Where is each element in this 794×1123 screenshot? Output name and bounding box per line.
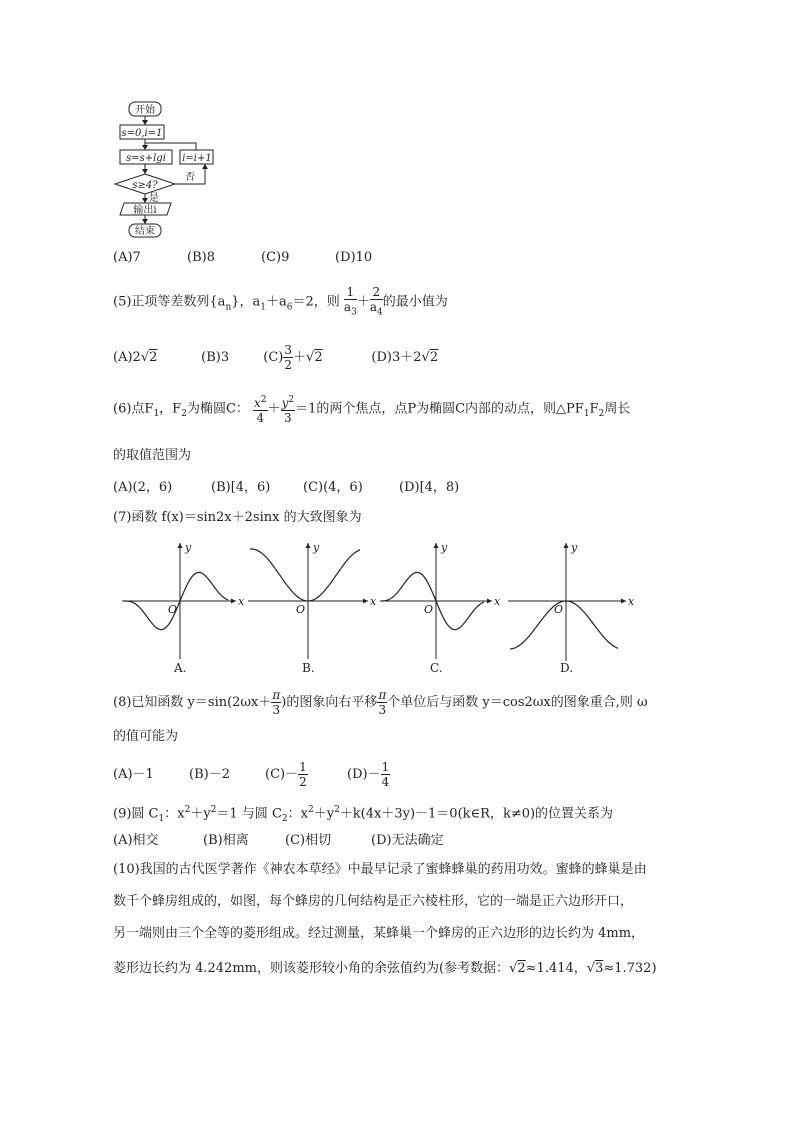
flow-cond-text: s≥4?: [132, 180, 158, 191]
q8-pi-over-3-b: $\frac{\pi}{3}$: [378, 688, 387, 717]
graph-d-y-arrow: [564, 543, 569, 548]
flow-output-text: 输出i: [133, 205, 157, 216]
graph-d-curve: [510, 601, 618, 649]
q10-line1: (10)我国的古代医学著作《神农本草经》中最早记录了蜜蜂蜂巢的药用功效。蜜蜂的蜂巢是由: [113, 862, 647, 877]
graph-d-y-label: y: [571, 541, 578, 554]
q4-option-d: (D)10: [335, 250, 373, 265]
q10-line4: 菱形边长约为 4.242mm，则该菱形较小角的余弦值约为(参考数据：√2≈1.414，√3≈1.732): [113, 961, 657, 976]
q5-option-b: (B)3: [201, 350, 230, 365]
q5-options: [113, 343, 438, 372]
q4-option-c: (C)9: [261, 250, 290, 265]
q9-option-d: (D)无法确定: [371, 833, 444, 848]
graph-c-y-label: y: [441, 541, 448, 554]
graph-b-y-label: y: [313, 541, 320, 554]
q6-stem: (6)点$F_1$，$F_2$为椭圆C： $\frac{x^2}{4}$ ＋ $\frac{y^2}{3}$ ＝1的两个焦点，点P为椭圆C内部的动点，则$\triangle PF_1F_2$周长: [113, 395, 631, 425]
graph-b-label: B.: [302, 661, 315, 675]
graph-a-label: A.: [174, 661, 187, 675]
q9-option-a: (A)相交: [113, 833, 159, 848]
q8-option-d: (D)－ $\frac{1}{4}$: [347, 760, 390, 789]
flow-end-text: 结束: [135, 226, 155, 237]
flow-start-text: 开始: [135, 105, 155, 116]
q5-option-c: (C) $\frac{3}{2}$ ＋√2: [263, 343, 323, 372]
q6-fraction-y: $\frac{y^2}{3}$: [281, 395, 295, 425]
q10-line2: 数千个蜂房组成的，如图，每个蜂房的几何结构是正六棱柱形，它的一端是正六边形开口，: [113, 894, 634, 909]
q6-fraction-x: $\frac{x^2}{4}$: [254, 395, 267, 425]
q4-options: [113, 250, 372, 266]
flowchart: [108, 98, 228, 240]
graph-a-x-arrow: [231, 599, 236, 604]
graph-a-origin: O: [168, 603, 178, 616]
graph-c-x-arrow: [487, 599, 492, 604]
q10-line3: 另一端则由三个全等的菱形组成。经过测量，某蜂巢一个蜂房的正六边形的边长约为 4mm，: [113, 926, 645, 941]
q5-fraction-1: $\frac{1}{a_3}$: [343, 285, 357, 318]
q5-option-a: (A)2√2: [113, 350, 158, 365]
q9-option-c: (C)相切: [285, 833, 332, 848]
q8-line2: 的值可能为: [113, 729, 179, 744]
q9-option-b: (B)相离: [203, 833, 249, 848]
graph-c-x-label: x: [494, 595, 501, 608]
graph-d-x-label: x: [628, 595, 635, 608]
flow-update-s-text: s=s+lgi: [126, 153, 166, 164]
graph-c-label: C.: [430, 661, 443, 675]
flow-yes-label: 是: [149, 193, 159, 204]
q7-graphs: [118, 535, 638, 680]
graph-a-y-arrow: [178, 543, 183, 548]
flow-update-i-text: i=i+1: [182, 153, 212, 164]
q8-pi-over-3-a: $\frac{\pi}{3}$: [272, 688, 281, 717]
q5-stem: (5)正项等差数列$\{a_n\}$，$a_1+a_6=2$，则 $\frac{1}{a_3}$ ＋ $\frac{2}{a_4}$ 的最小值为: [113, 285, 448, 318]
graph-b-origin: O: [296, 603, 306, 616]
q5-fraction-2: $\frac{2}{a_4}$: [369, 285, 383, 318]
graph-d-origin: O: [554, 603, 564, 616]
graph-d-x-arrow: [621, 599, 626, 604]
q5-option-d: (D)3＋2√2: [371, 350, 439, 365]
graph-c-origin: O: [424, 603, 434, 616]
q4-option-a: (A)7: [113, 250, 141, 265]
q9-stem: (9)圆 $C_1$：$x^2+y^2=1$ 与圆 $C_2$：$x^2+y^2+k(4x+3y)-1=0(k\in R$，k≠0)的位置关系为: [113, 805, 614, 824]
graph-d-label: D.: [560, 661, 574, 675]
flow-no-label: 否: [185, 172, 195, 183]
q7-stem: (7)函数 f(x)＝sin2x＋2sinx 的大致图象为: [113, 510, 362, 525]
q8-option-b: (B)－2: [189, 767, 230, 782]
q8-options: [113, 760, 390, 789]
q6-options: [113, 480, 459, 496]
graph-b-curve: [250, 549, 360, 601]
graph-c-y-arrow: [434, 543, 439, 548]
q4-option-b: (B)8: [187, 250, 215, 265]
graph-b-x-label: x: [370, 595, 377, 608]
q6-option-b: (B)[4，6): [211, 480, 271, 495]
graph-a-x-label: x: [238, 595, 245, 608]
q8-option-a: (A)－1: [113, 767, 154, 782]
flow-init-text: s=0,i=1: [121, 128, 163, 139]
q6-line2: 的取值范围为: [113, 448, 192, 463]
graph-b-y-arrow: [306, 543, 311, 548]
q6-option-c: (C)(4，6): [303, 480, 363, 495]
q8-option-c: (C)－ $\frac{1}{2}$: [265, 760, 307, 789]
q6-option-a: (A)(2，6): [113, 480, 173, 495]
q9-options: [113, 833, 444, 849]
graph-b-x-arrow: [363, 599, 368, 604]
q8-stem: (8)已知函数 y＝sin(2ωx＋ $\frac{\pi}{3}$ )的图象向右平移 $\frac{\pi}{3}$ 个单位后与函数 y＝cos2ωx的图象重合,则 ω: [113, 688, 648, 717]
graph-a-y-label: y: [185, 541, 192, 554]
q6-option-d: (D)[4，8): [399, 480, 460, 495]
